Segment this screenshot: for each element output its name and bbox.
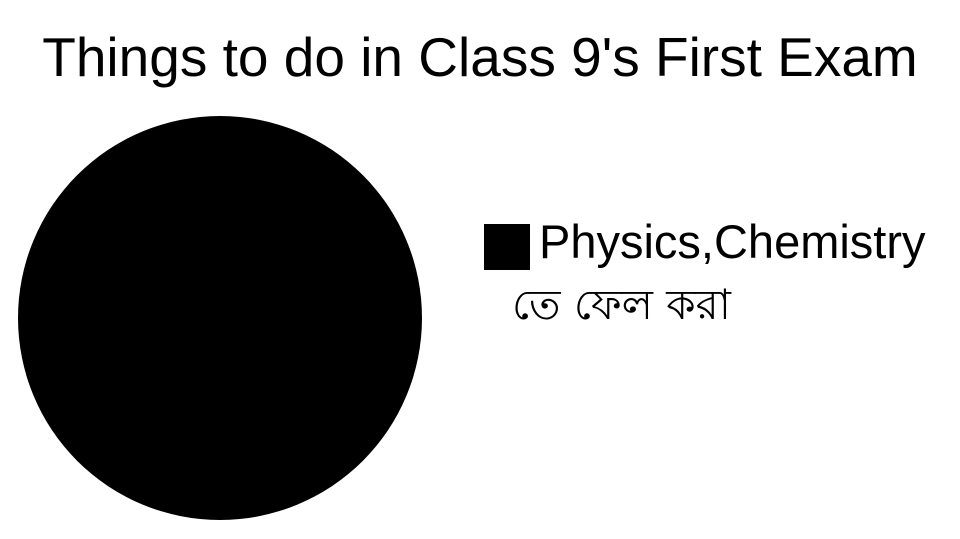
legend-swatch [484,224,530,270]
legend-label-line2: তে ফেল করা [512,280,731,329]
chart-title: Things to do in Class 9's First Exam [42,26,918,88]
pie-slices [18,116,422,520]
pie-slice-0 [18,116,422,520]
legend-label-line1: Physics,Chemistry [539,215,926,268]
